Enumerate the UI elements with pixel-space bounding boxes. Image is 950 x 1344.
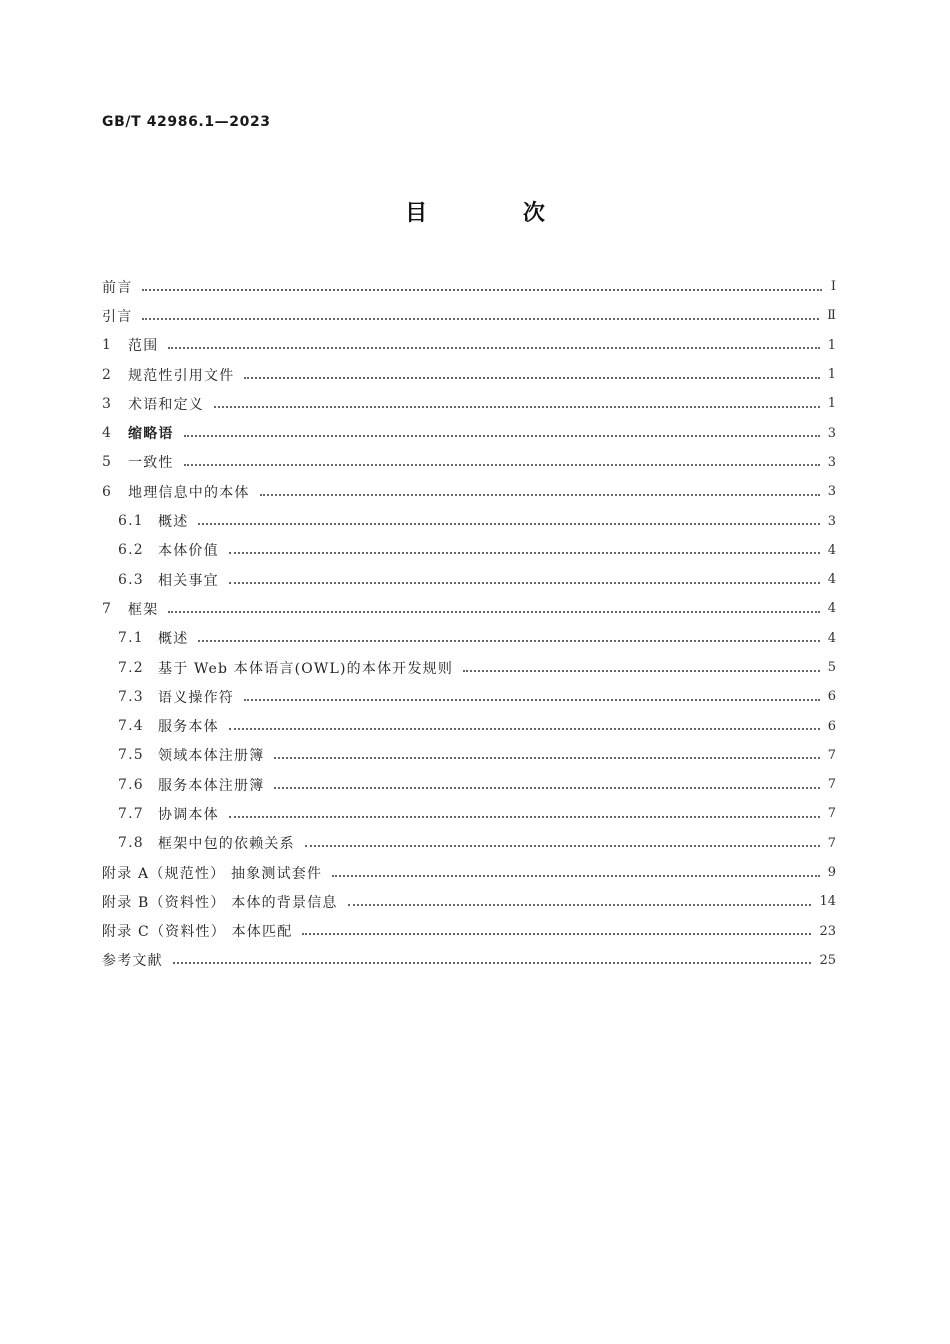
toc-entry-number: 6.3 <box>118 571 144 588</box>
toc-entry-title: 引言 <box>102 308 133 325</box>
toc-dot-leader <box>142 289 822 291</box>
toc-entry-title: 基于 Web 本体语言(OWL)的本体开发规则 <box>158 660 454 677</box>
toc-dot-leader <box>274 757 819 759</box>
toc-entry-page-number: 7 <box>827 806 836 822</box>
toc-dot-leader <box>305 845 820 847</box>
toc-entry[interactable] <box>102 741 836 770</box>
page-title: 目 次 <box>405 201 589 226</box>
toc-dot-leader <box>229 582 820 584</box>
toc-dot-leader <box>244 699 820 701</box>
toc-entry[interactable] <box>102 887 836 916</box>
toc-entry[interactable] <box>102 331 836 360</box>
toc-entry-number: 6.1 <box>118 513 144 530</box>
toc-entry[interactable] <box>102 536 836 565</box>
toc-entry[interactable] <box>102 829 836 858</box>
table-of-contents <box>102 272 836 975</box>
toc-dot-leader <box>168 347 819 349</box>
toc-entry-page-number: 3 <box>827 484 836 500</box>
toc-entry-title: 附录 A（规范性） 抽象测试套件 <box>102 865 323 882</box>
toc-entry-title: 参考文献 <box>102 953 163 970</box>
toc-entry-title: 地理信息中的本体 <box>128 484 250 501</box>
toc-dot-leader <box>348 904 812 906</box>
toc-entry-page-number: 1 <box>827 367 836 383</box>
toc-entry-page-number: 7 <box>827 835 836 851</box>
toc-entry-page-number: Ⅰ <box>830 279 836 295</box>
toc-dot-leader <box>184 464 820 466</box>
toc-entry-title: 缩略语 <box>128 426 174 443</box>
toc-entry[interactable] <box>102 448 836 477</box>
toc-entry-title: 概述 <box>158 631 189 648</box>
document-standard-number: GB/T 42986.1—2023 <box>102 114 271 130</box>
toc-entry-title: 本体价值 <box>158 543 219 560</box>
toc-entry[interactable] <box>102 946 836 975</box>
toc-entry[interactable] <box>102 917 836 946</box>
toc-entry[interactable] <box>102 624 836 653</box>
toc-entry-title: 相关事宜 <box>158 572 219 589</box>
toc-entry-title: 范围 <box>128 338 159 355</box>
toc-dot-leader <box>274 787 819 789</box>
toc-entry[interactable] <box>102 477 836 506</box>
toc-entry-number: 7.7 <box>118 805 144 822</box>
toc-entry-number: 5 <box>102 454 113 471</box>
toc-entry-number: 4 <box>102 425 113 442</box>
toc-entry-page-number: 4 <box>827 630 836 646</box>
toc-dot-leader <box>244 377 819 379</box>
toc-entry[interactable] <box>102 858 836 887</box>
toc-entry-number: 7.8 <box>118 835 144 852</box>
toc-entry-page-number: 4 <box>827 572 836 588</box>
toc-entry-title: 前言 <box>102 279 133 296</box>
toc-entry-page-number: 6 <box>827 689 836 705</box>
toc-entry-number: 7.2 <box>118 659 144 676</box>
toc-entry[interactable] <box>102 711 836 740</box>
toc-entry-title: 附录 B（资料性） 本体的背景信息 <box>102 894 338 911</box>
toc-entry-page-number: 1 <box>827 337 836 353</box>
toc-entry-title: 框架 <box>128 601 159 618</box>
toc-entry-title: 协调本体 <box>158 806 219 823</box>
toc-entry-number: 2 <box>102 366 113 383</box>
toc-dot-leader <box>229 816 820 818</box>
toc-entry-page-number: 3 <box>827 513 836 529</box>
toc-entry[interactable] <box>102 272 836 301</box>
toc-entry-number: 7.4 <box>118 718 144 735</box>
toc-entry-page-number: 5 <box>827 660 836 675</box>
toc-entry[interactable] <box>102 418 836 447</box>
toc-dot-leader <box>332 875 820 877</box>
toc-entry-number: 6 <box>102 483 113 500</box>
toc-dot-leader <box>463 670 820 672</box>
toc-entry-number: 6.2 <box>118 542 144 559</box>
toc-entry[interactable] <box>102 770 836 799</box>
toc-entry[interactable] <box>102 653 836 682</box>
toc-entry-number: 7 <box>102 600 113 617</box>
toc-entry-page-number: 3 <box>827 454 836 470</box>
toc-entry-title: 服务本体注册簿 <box>158 777 265 794</box>
toc-dot-leader <box>198 523 819 525</box>
toc-entry-title: 服务本体 <box>158 719 219 736</box>
toc-dot-leader <box>184 435 820 437</box>
toc-entry[interactable] <box>102 594 836 623</box>
toc-entry-page-number: 6 <box>827 718 836 734</box>
toc-entry-page-number: 14 <box>819 894 836 910</box>
toc-entry[interactable] <box>102 799 836 828</box>
toc-entry-title: 语义操作符 <box>158 689 234 706</box>
toc-entry-page-number: 7 <box>827 777 836 793</box>
toc-entry-number: 7.6 <box>118 776 144 793</box>
toc-dot-leader <box>168 611 819 613</box>
toc-entry-title: 领域本体注册簿 <box>158 748 265 765</box>
toc-entry-page-number: 23 <box>819 923 836 939</box>
toc-entry-title: 规范性引用文件 <box>128 367 235 384</box>
toc-entry-title: 一致性 <box>128 455 174 472</box>
toc-entry-page-number: 9 <box>827 865 836 881</box>
toc-entry-page-number: 3 <box>827 425 836 441</box>
toc-entry-number: 7.3 <box>118 688 144 705</box>
toc-entry[interactable] <box>102 360 836 389</box>
toc-entry-page-number: 25 <box>819 952 836 968</box>
toc-entry-title: 附录 C（资料性） 本体匹配 <box>102 924 293 941</box>
toc-entry[interactable] <box>102 682 836 711</box>
toc-entry[interactable] <box>102 389 836 418</box>
toc-entry[interactable] <box>102 506 836 535</box>
toc-entry-number: 3 <box>102 395 113 412</box>
toc-entry-page-number: 4 <box>827 542 836 558</box>
toc-dot-leader <box>229 728 820 730</box>
toc-entry-title: 概述 <box>158 514 189 531</box>
toc-dot-leader <box>260 494 820 496</box>
toc-dot-leader <box>173 962 812 964</box>
toc-entry-number: 7.5 <box>118 747 144 764</box>
toc-entry-page-number: Ⅱ <box>827 308 836 324</box>
toc-dot-leader <box>142 318 819 320</box>
toc-dot-leader <box>229 552 820 554</box>
toc-entry[interactable] <box>102 565 836 594</box>
toc-entry-title: 术语和定义 <box>128 396 204 413</box>
toc-dot-leader <box>302 933 811 935</box>
toc-dot-leader <box>198 640 819 642</box>
toc-entry[interactable] <box>102 301 836 330</box>
toc-entry-page-number: 7 <box>827 747 836 763</box>
toc-entry-title: 框架中包的依赖关系 <box>158 836 295 853</box>
toc-dot-leader <box>214 406 820 408</box>
toc-entry-page-number: 1 <box>827 396 836 412</box>
toc-entry-number: 7.1 <box>118 630 144 647</box>
toc-entry-number: 1 <box>102 337 113 354</box>
toc-entry-page-number: 4 <box>827 601 836 617</box>
